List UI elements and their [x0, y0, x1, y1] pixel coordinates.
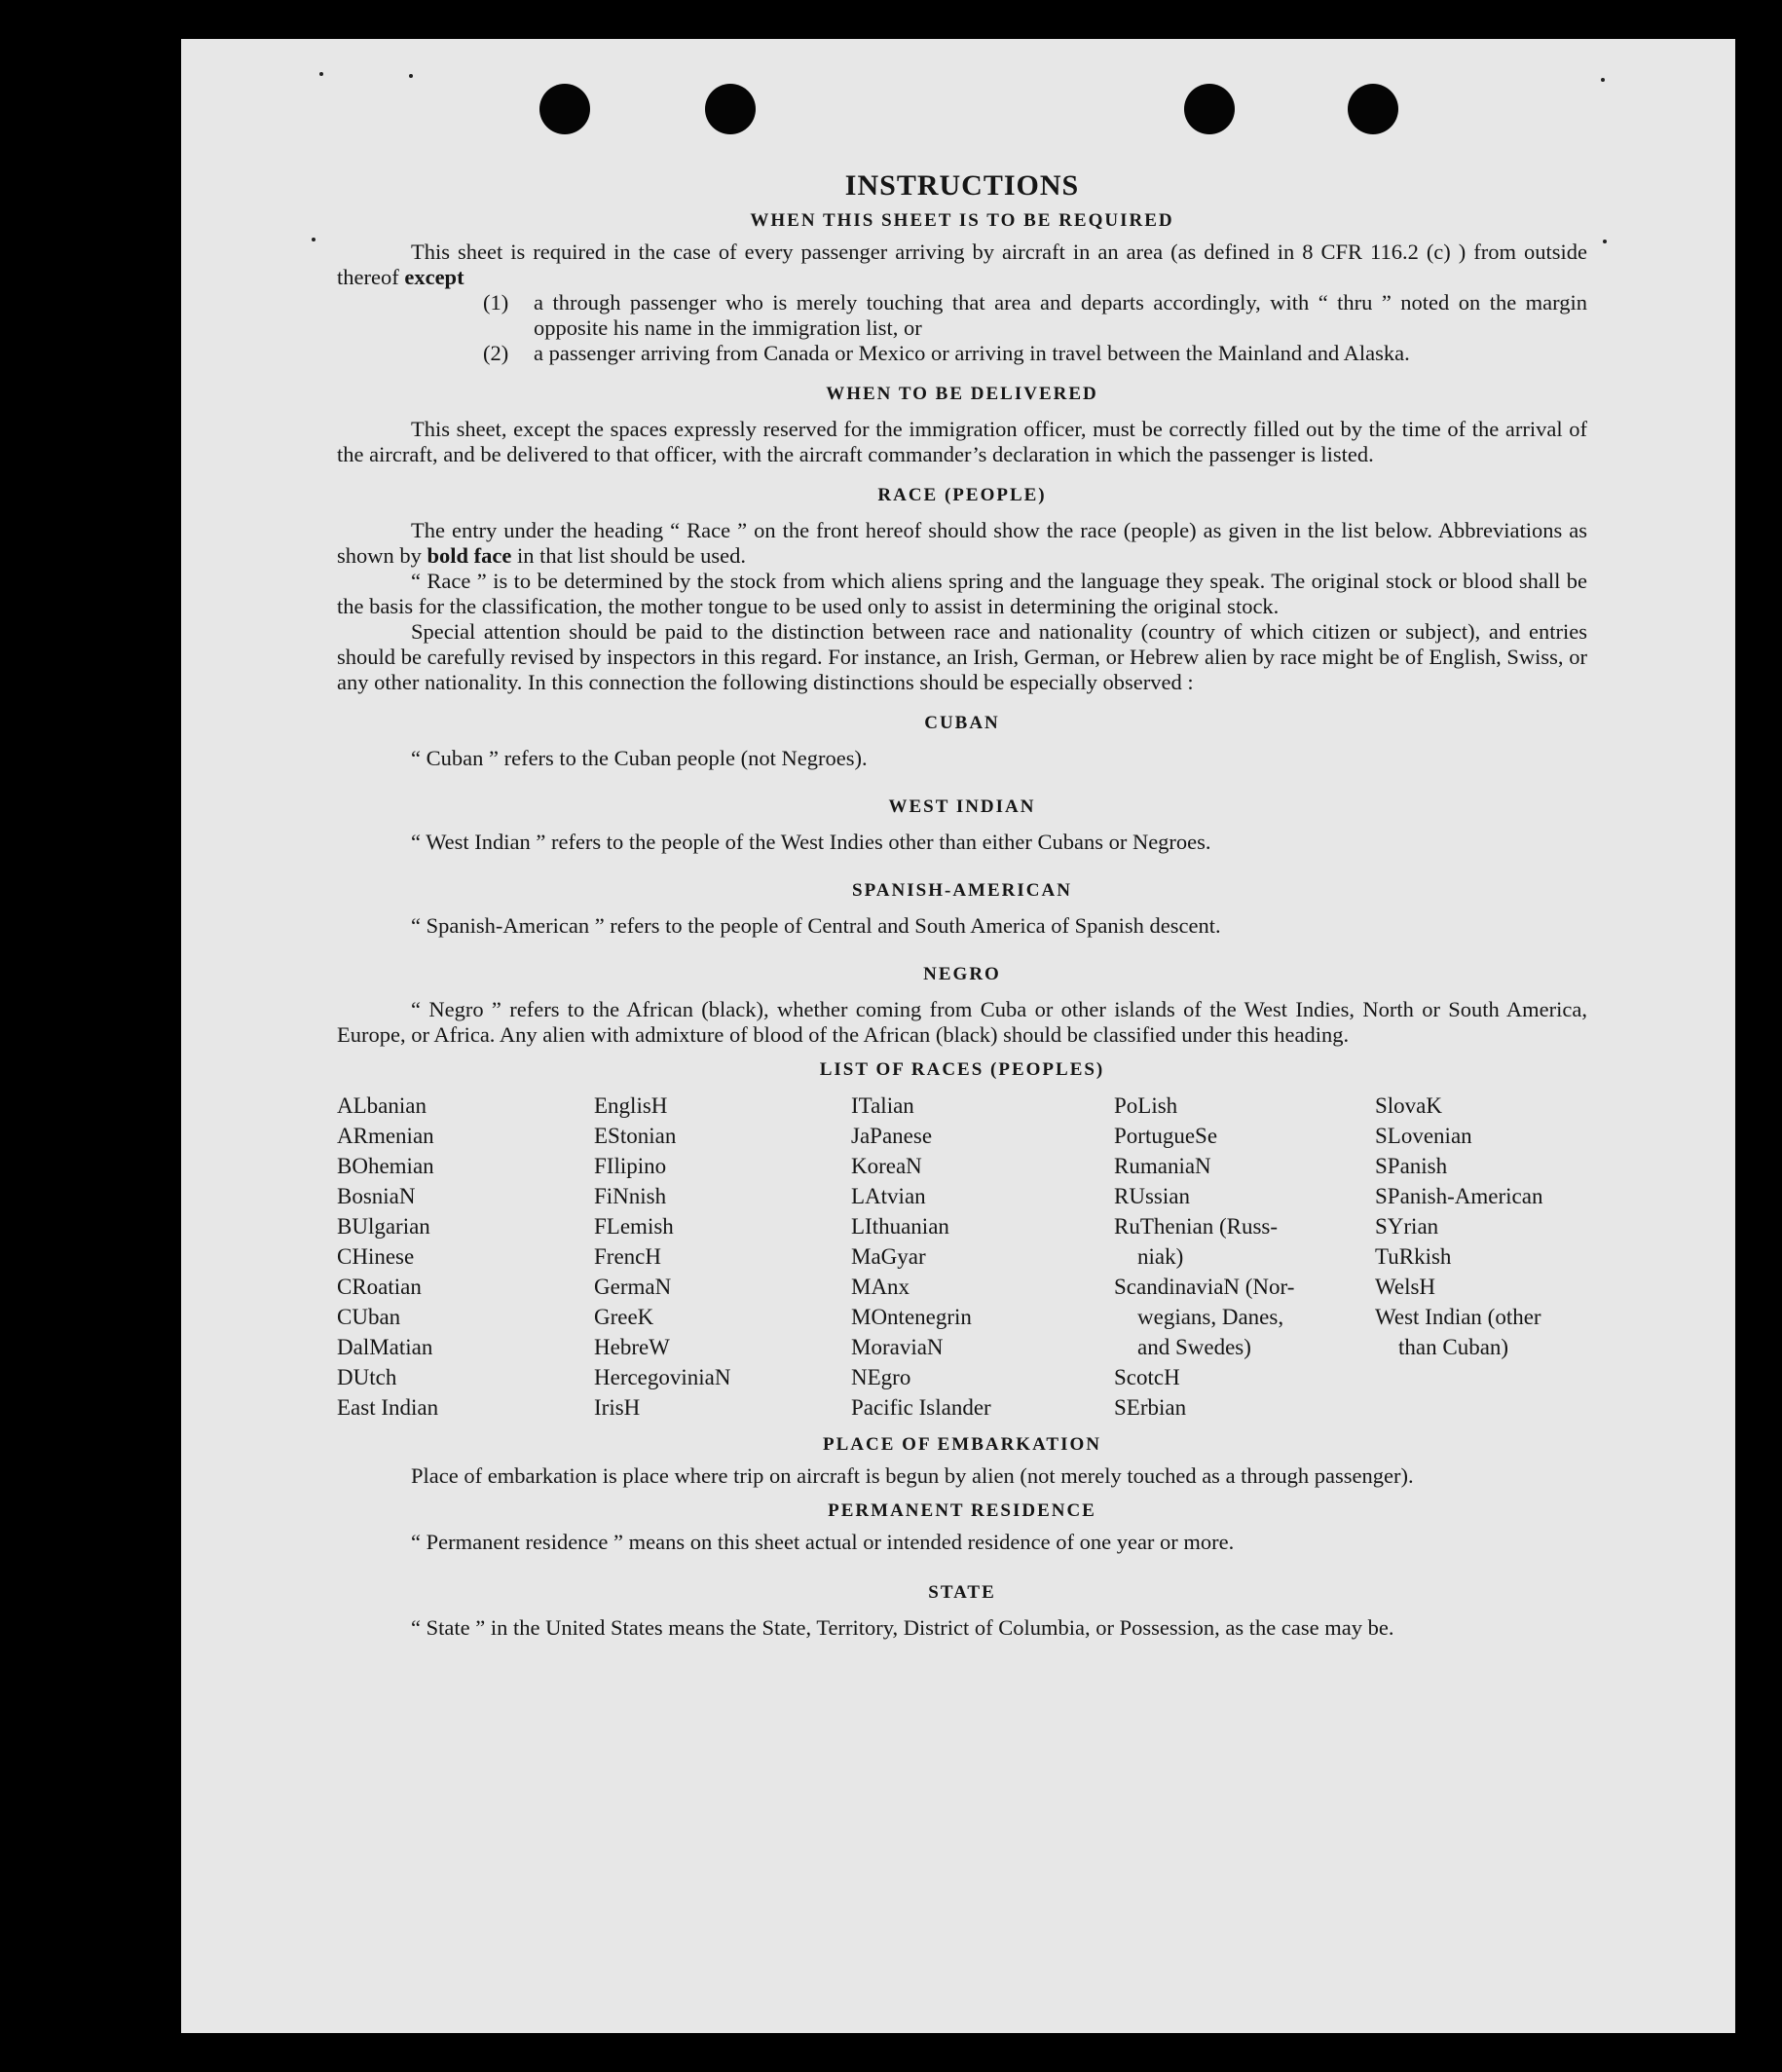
race-entry: CHinese	[337, 1244, 415, 1269]
race-entry: GermaN	[594, 1275, 672, 1299]
race-entry: PoLish	[1114, 1093, 1178, 1118]
race-entry: RuThenian (Russ-	[1114, 1214, 1279, 1239]
races-column-1	[337, 1091, 594, 1423]
race-entry: SPanish	[1375, 1154, 1448, 1178]
race-entry: BosniaN	[337, 1184, 416, 1208]
race-entry-continuation: than Cuban)	[1398, 1335, 1509, 1359]
race-entry: Pacific Islander	[851, 1395, 991, 1420]
races-column-4	[1114, 1091, 1375, 1423]
race-entry: CRoatian	[337, 1275, 422, 1299]
race-entry: PortugueSe	[1114, 1124, 1218, 1148]
race-entry: ALbanian	[337, 1093, 427, 1118]
exception-item-1: (1) a through passenger who is merely touching that area and departs accordingly, with “ thru ” noted on the margin opposite his name in the immigration list, or	[483, 290, 1587, 340]
state-text: “ State ” in the United States means the State, Territory, District of Columbia, or Possession, as the case may be.	[411, 1615, 1394, 1640]
punch-hole	[1348, 84, 1398, 134]
race-entry: GreeK	[594, 1305, 654, 1329]
race-entry: ScotcH	[1114, 1365, 1180, 1389]
races-list	[337, 1091, 1587, 1423]
race-entry: KoreaN	[851, 1154, 922, 1178]
residence-text: “ Permanent residence ” means on this sheet actual or intended residence of one year or more.	[411, 1530, 1235, 1554]
section-heading-spanish-american: SPANISH-AMERICAN	[852, 880, 1072, 901]
spanish-american-text: “ Spanish-American ” refers to the people of Central and South America of Spanish descent.	[411, 913, 1221, 938]
negro-text: “ Negro ” refers to the African (black), whether coming from Cuba or other islands of the West Indies, North or South America, Europe, or Africa. Any alien with admixture of blood of the African (black) should be classified under this heading.	[337, 997, 1587, 1047]
race-entry: WelsH	[1375, 1275, 1436, 1299]
race-entry: SPanish-American	[1375, 1184, 1543, 1208]
race-paragraph-1: The entry under the heading “ Race ” on the front hereof should show the race (people) as given in the list below. Abbreviations as shown by bold face in that list should be used.	[337, 518, 1587, 568]
exception-item-2: (2) a passenger arriving from Canada or Mexico or arriving in travel between the Mainland and Alaska.	[483, 341, 1410, 365]
race-entry: LAtvian	[851, 1184, 926, 1208]
race-entry: ITalian	[851, 1093, 914, 1118]
races-column-2	[594, 1091, 851, 1423]
dust-speck	[312, 238, 316, 241]
dust-speck	[409, 74, 413, 78]
punch-hole	[705, 84, 756, 134]
race-entry: SLovenian	[1375, 1124, 1472, 1148]
section-heading-races: LIST OF RACES (PEOPLES)	[819, 1059, 1105, 1080]
race-entry: West Indian (other	[1375, 1305, 1541, 1329]
races-column-5	[1375, 1091, 1587, 1423]
race-entry: MAnx	[851, 1275, 910, 1299]
race-paragraph-2: “ Race ” is to be determined by the stock from which aliens spring and the language they speak. The original stock or blood shall be the basis for the classification, the mother tongue to be used only to assist in determining the original stock.	[337, 569, 1587, 618]
race-entry: DUtch	[337, 1365, 397, 1389]
instructions-body	[337, 169, 1587, 1641]
race-entry: MoraviaN	[851, 1335, 944, 1359]
page-title: INSTRUCTIONS	[844, 169, 1080, 202]
race-entry-continuation: wegians, Danes,	[1137, 1305, 1284, 1329]
race-paragraph-3: Special attention should be paid to the distinction between race and nationality (country of which citizen or subject), and entries should be carefully revised by inspectors in this regard. For instance, an Irish, German, or Hebrew alien by race might be of English, Swiss, or any other nationality. In this connection the following distinctions should be especially observed :	[337, 619, 1587, 694]
race-entry: SErbian	[1114, 1395, 1187, 1420]
document-page	[181, 39, 1735, 2033]
delivered-text: This sheet, except the spaces expressly reserved for the immigration officer, must be correctly filled out by the time of the arrival of the aircraft, and be delivered to that officer, with the aircraft commander’s declaration in which the passenger is listed.	[337, 417, 1587, 466]
race-entry: FIlipino	[594, 1154, 667, 1178]
race-entry: CUban	[337, 1305, 401, 1329]
race-entry-continuation: niak)	[1137, 1244, 1184, 1269]
race-entry: MaGyar	[851, 1244, 926, 1269]
race-entry: ARmenian	[337, 1124, 434, 1148]
dust-speck	[1601, 78, 1605, 82]
cuban-text: “ Cuban ” refers to the Cuban people (not Negroes).	[411, 746, 868, 770]
required-intro: This sheet is required in the case of every passenger arriving by aircraft in an area (as defined in 8 CFR 116.2 (c) ) from outside thereof except	[337, 240, 1587, 289]
race-entry-continuation: and Swedes)	[1137, 1335, 1251, 1359]
race-entry: IrisH	[594, 1395, 641, 1420]
punch-hole	[539, 84, 590, 134]
race-entry: FLemish	[594, 1214, 674, 1239]
punch-hole	[1184, 84, 1235, 134]
race-entry: EStonian	[594, 1124, 677, 1148]
section-heading-race: RACE (PEOPLE)	[877, 485, 1047, 505]
race-entry: East Indian	[337, 1395, 439, 1420]
race-entry: HebreW	[594, 1335, 670, 1359]
race-entry: TuRkish	[1375, 1244, 1452, 1269]
west-indian-text: “ West Indian ” refers to the people of the West Indies other than either Cubans or Negroes.	[411, 830, 1211, 854]
section-heading-embarkation: PLACE OF EMBARKATION	[823, 1434, 1101, 1455]
section-heading-delivered: WHEN TO BE DELIVERED	[826, 384, 1098, 404]
race-entry: JaPanese	[851, 1124, 933, 1148]
race-entry: FrencH	[594, 1244, 661, 1269]
embarkation-text: Place of embarkation is place where trip on aircraft is begun by alien (not merely touched as a through passenger).	[411, 1463, 1414, 1488]
race-entry: EnglisH	[594, 1093, 668, 1118]
races-column-3	[851, 1091, 1114, 1423]
section-heading-negro: NEGRO	[923, 964, 1001, 984]
section-heading-cuban: CUBAN	[924, 713, 1000, 733]
section-heading-required: WHEN THIS SHEET IS TO BE REQUIRED	[750, 210, 1174, 231]
section-heading-west-indian: WEST INDIAN	[888, 796, 1036, 817]
race-entry: FiNnish	[594, 1184, 667, 1208]
section-heading-state: STATE	[928, 1582, 996, 1603]
race-entry: ScandinaviaN (Nor-	[1114, 1275, 1295, 1299]
race-entry: RUssian	[1114, 1184, 1190, 1208]
race-entry: SlovaK	[1375, 1093, 1442, 1118]
race-entry: BOhemian	[337, 1154, 434, 1178]
section-heading-residence: PERMANENT RESIDENCE	[828, 1500, 1096, 1521]
race-entry: LIthuanian	[851, 1214, 949, 1239]
dust-speck	[1603, 240, 1607, 243]
race-entry: NEgro	[851, 1365, 911, 1389]
race-entry: RumaniaN	[1114, 1154, 1211, 1178]
race-entry: SYrian	[1375, 1214, 1439, 1239]
race-entry: DalMatian	[337, 1335, 433, 1359]
race-entry: BUlgarian	[337, 1214, 430, 1239]
dust-speck	[319, 72, 323, 76]
race-entry: MOntenegrin	[851, 1305, 972, 1329]
race-entry: HercegoviniaN	[594, 1365, 731, 1389]
